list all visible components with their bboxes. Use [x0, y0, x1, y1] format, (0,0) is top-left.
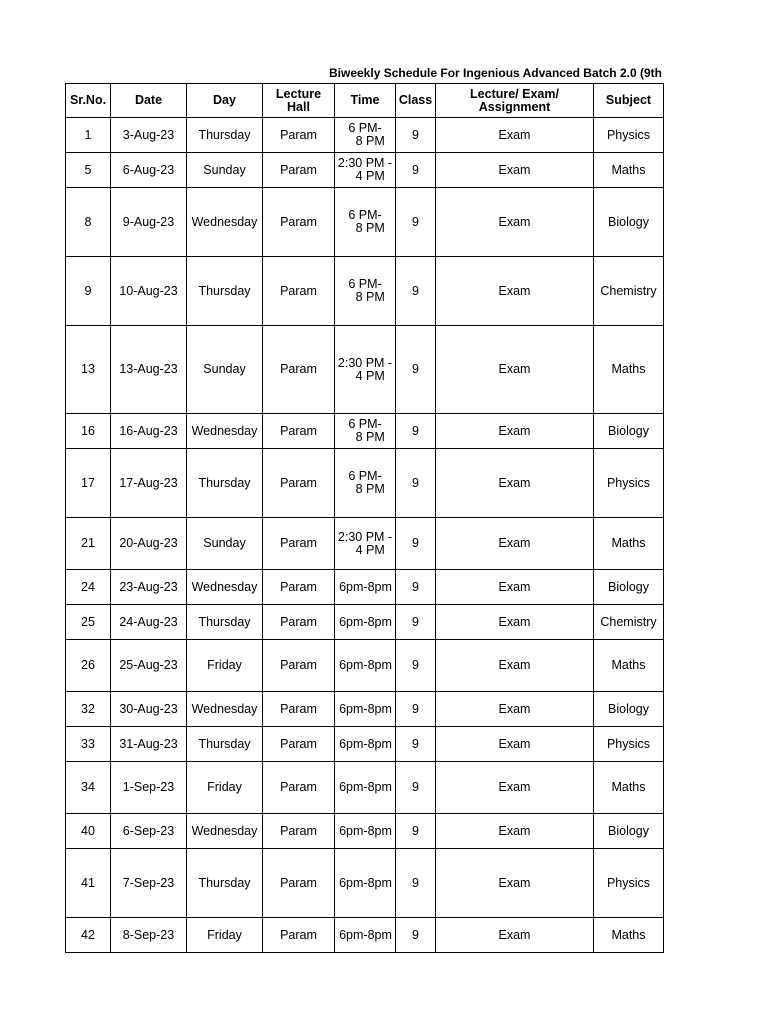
cell-hall: Param	[263, 449, 335, 518]
cell-srno: 21	[66, 518, 111, 570]
cell-time	[335, 918, 396, 953]
cell-time	[335, 326, 396, 414]
cell-type: Exam	[436, 605, 594, 640]
cell-srno: 17	[66, 449, 111, 518]
cell-srno: 34	[66, 762, 111, 814]
cell-time-line1: 6 PM-	[348, 277, 382, 291]
table-row	[66, 257, 664, 326]
cell-date: 6-Sep-23	[111, 814, 187, 849]
cell-class: 9	[396, 605, 436, 640]
cell-time	[335, 605, 396, 640]
cell-hall: Param	[263, 692, 335, 727]
cell-srno: 33	[66, 727, 111, 762]
table-row	[66, 918, 664, 953]
cell-class: 9	[396, 518, 436, 570]
cell-type: Exam	[436, 518, 594, 570]
cell-subject: Maths	[594, 153, 664, 188]
cell-date: 17-Aug-23	[111, 449, 187, 518]
cell-time-line1: 6 PM-	[348, 417, 382, 431]
cell-class: 9	[396, 449, 436, 518]
cell-time-line1: 6pm-8pm	[339, 701, 392, 716]
cell-day: Thursday	[187, 257, 263, 326]
cell-time-line1: 6pm-8pm	[339, 780, 392, 794]
cell-type: Exam	[436, 762, 594, 814]
cell-time-line1: 6 PM-	[348, 208, 382, 222]
cell-subject: Chemistry	[594, 257, 664, 326]
cell-hall: Param	[263, 118, 335, 153]
cell-srno: 25	[66, 605, 111, 640]
cell-srno: 26	[66, 640, 111, 692]
table-row	[66, 692, 664, 727]
cell-class: 9	[396, 727, 436, 762]
cell-day: Friday	[187, 918, 263, 953]
cell-time-line2: 4 PM	[345, 542, 385, 557]
header-row	[66, 84, 664, 118]
cell-class: 9	[396, 849, 436, 918]
cell-type: Exam	[436, 640, 594, 692]
cell-day: Thursday	[187, 118, 263, 153]
cell-date: 13-Aug-23	[111, 326, 187, 414]
cell-type: Exam	[436, 257, 594, 326]
cell-hall: Param	[263, 762, 335, 814]
header-time: Time	[335, 84, 396, 118]
cell-date: 8-Sep-23	[111, 918, 187, 953]
cell-time	[335, 153, 396, 188]
cell-class: 9	[396, 188, 436, 257]
table-row	[66, 518, 664, 570]
cell-day: Thursday	[187, 727, 263, 762]
header-subject: Subject	[594, 84, 664, 118]
cell-srno: 13	[66, 326, 111, 414]
table-row	[66, 188, 664, 257]
cell-type: Exam	[436, 727, 594, 762]
cell-subject: Physics	[594, 118, 664, 153]
cell-hall: Param	[263, 918, 335, 953]
table-row	[66, 570, 664, 605]
cell-day: Sunday	[187, 153, 263, 188]
cell-subject: Biology	[594, 570, 664, 605]
cell-time-line1: 6pm-8pm	[339, 927, 392, 942]
cell-date: 6-Aug-23	[111, 153, 187, 188]
cell-class: 9	[396, 692, 436, 727]
cell-subject: Biology	[594, 814, 664, 849]
cell-time	[335, 414, 396, 449]
cell-srno: 24	[66, 570, 111, 605]
cell-subject: Maths	[594, 918, 664, 953]
cell-time-line1: 2:30 PM -	[337, 529, 393, 544]
cell-time	[335, 814, 396, 849]
cell-time-line1: 6pm-8pm	[339, 736, 392, 751]
cell-day: Thursday	[187, 449, 263, 518]
cell-subject: Maths	[594, 640, 664, 692]
cell-time-line2: 4 PM	[345, 368, 385, 383]
cell-date: 10-Aug-23	[111, 257, 187, 326]
schedule-body	[66, 118, 664, 953]
cell-time	[335, 118, 396, 153]
header-lecture-hall-line2: Hall	[287, 99, 310, 114]
cell-time-line2: 4 PM	[345, 169, 385, 183]
table-row	[66, 849, 664, 918]
header-type-line2: Assignment	[478, 99, 551, 114]
cell-hall: Param	[263, 326, 335, 414]
cell-subject: Physics	[594, 849, 664, 918]
cell-day: Wednesday	[187, 570, 263, 605]
cell-class: 9	[396, 153, 436, 188]
cell-type: Exam	[436, 814, 594, 849]
cell-time-line2: 8 PM	[345, 430, 385, 444]
header-srno: Sr.No.	[66, 84, 111, 118]
cell-srno: 1	[66, 118, 111, 153]
cell-type: Exam	[436, 326, 594, 414]
cell-hall: Param	[263, 414, 335, 449]
cell-time-line2: 8 PM	[345, 134, 385, 148]
cell-day: Wednesday	[187, 188, 263, 257]
cell-subject: Biology	[594, 414, 664, 449]
cell-hall: Param	[263, 153, 335, 188]
header-type-line1: Lecture/ Exam/	[470, 86, 559, 101]
cell-time	[335, 449, 396, 518]
cell-time-line1: 6 PM-	[348, 121, 382, 135]
cell-date: 25-Aug-23	[111, 640, 187, 692]
cell-time-line1: 6 PM-	[348, 469, 382, 483]
cell-class: 9	[396, 640, 436, 692]
cell-date: 9-Aug-23	[111, 188, 187, 257]
cell-hall: Param	[263, 605, 335, 640]
cell-class: 9	[396, 118, 436, 153]
cell-time	[335, 518, 396, 570]
cell-hall: Param	[263, 188, 335, 257]
cell-hall: Param	[263, 257, 335, 326]
table-row	[66, 605, 664, 640]
cell-time-line1: 6pm-8pm	[339, 579, 392, 594]
cell-time-line2: 8 PM	[345, 221, 385, 235]
table-row	[66, 414, 664, 449]
cell-day: Wednesday	[187, 814, 263, 849]
cell-day: Wednesday	[187, 692, 263, 727]
cell-subject: Physics	[594, 727, 664, 762]
header-day: Day	[187, 84, 263, 118]
cell-type: Exam	[436, 918, 594, 953]
table-row	[66, 326, 664, 414]
cell-day: Sunday	[187, 326, 263, 414]
cell-subject: Maths	[594, 518, 664, 570]
cell-class: 9	[396, 918, 436, 953]
cell-class: 9	[396, 570, 436, 605]
cell-srno: 16	[66, 414, 111, 449]
header-lecture-exam-assignment	[436, 84, 594, 118]
cell-class: 9	[396, 326, 436, 414]
schedule-table	[65, 83, 664, 953]
cell-date: 3-Aug-23	[111, 118, 187, 153]
cell-hall: Param	[263, 849, 335, 918]
table-row	[66, 640, 664, 692]
cell-type: Exam	[436, 570, 594, 605]
cell-class: 9	[396, 414, 436, 449]
cell-date: 24-Aug-23	[111, 605, 187, 640]
cell-srno: 5	[66, 153, 111, 188]
cell-time-line1: 2:30 PM -	[337, 156, 393, 170]
cell-type: Exam	[436, 414, 594, 449]
cell-time	[335, 640, 396, 692]
cell-date: 23-Aug-23	[111, 570, 187, 605]
cell-type: Exam	[436, 118, 594, 153]
cell-time-line1: 6pm-8pm	[339, 823, 392, 838]
header-lecture-hall-line1: Lecture	[275, 86, 322, 101]
cell-type: Exam	[436, 188, 594, 257]
cell-time	[335, 188, 396, 257]
cell-subject: Biology	[594, 692, 664, 727]
cell-subject: Maths	[594, 762, 664, 814]
cell-day: Thursday	[187, 849, 263, 918]
table-row	[66, 449, 664, 518]
cell-class: 9	[396, 257, 436, 326]
cell-subject: Physics	[594, 449, 664, 518]
cell-subject: Biology	[594, 188, 664, 257]
cell-hall: Param	[263, 640, 335, 692]
cell-time	[335, 849, 396, 918]
header-date: Date	[111, 84, 187, 118]
cell-time	[335, 762, 396, 814]
table-row	[66, 727, 664, 762]
cell-time	[335, 570, 396, 605]
cell-hall: Param	[263, 814, 335, 849]
cell-subject: Chemistry	[594, 605, 664, 640]
table-row	[66, 153, 664, 188]
cell-time-line1: 6pm-8pm	[339, 875, 392, 890]
cell-date: 7-Sep-23	[111, 849, 187, 918]
cell-date: 16-Aug-23	[111, 414, 187, 449]
cell-date: 1-Sep-23	[111, 762, 187, 814]
cell-date: 30-Aug-23	[111, 692, 187, 727]
cell-srno: 32	[66, 692, 111, 727]
cell-hall: Param	[263, 518, 335, 570]
cell-day: Thursday	[187, 605, 263, 640]
cell-type: Exam	[436, 692, 594, 727]
cell-srno: 40	[66, 814, 111, 849]
table-row	[66, 814, 664, 849]
cell-time-line1: 2:30 PM -	[337, 355, 393, 370]
cell-time	[335, 727, 396, 762]
cell-srno: 8	[66, 188, 111, 257]
cell-time	[335, 257, 396, 326]
table-row	[66, 762, 664, 814]
cell-time-line2: 8 PM	[345, 482, 385, 496]
header-class: Class	[396, 84, 436, 118]
cell-time-line1: 6pm-8pm	[339, 658, 392, 672]
cell-date: 31-Aug-23	[111, 727, 187, 762]
cell-time	[335, 692, 396, 727]
cell-day: Friday	[187, 640, 263, 692]
table-row	[66, 118, 664, 153]
cell-srno: 9	[66, 257, 111, 326]
cell-time-line2: 8 PM	[345, 290, 385, 304]
cell-class: 9	[396, 762, 436, 814]
cell-time-line1: 6pm-8pm	[339, 614, 392, 629]
header-lecture-hall	[263, 84, 335, 118]
cell-day: Friday	[187, 762, 263, 814]
cell-type: Exam	[436, 449, 594, 518]
cell-class: 9	[396, 814, 436, 849]
cell-day: Sunday	[187, 518, 263, 570]
cell-subject: Maths	[594, 326, 664, 414]
cell-hall: Param	[263, 727, 335, 762]
cell-date: 20-Aug-23	[111, 518, 187, 570]
cell-srno: 41	[66, 849, 111, 918]
page-title: Biweekly Schedule For Ingenious Advanced Batch 2.0 (9th	[329, 66, 662, 80]
cell-srno: 42	[66, 918, 111, 953]
cell-type: Exam	[436, 153, 594, 188]
cell-day: Wednesday	[187, 414, 263, 449]
cell-type: Exam	[436, 849, 594, 918]
cell-hall: Param	[263, 570, 335, 605]
